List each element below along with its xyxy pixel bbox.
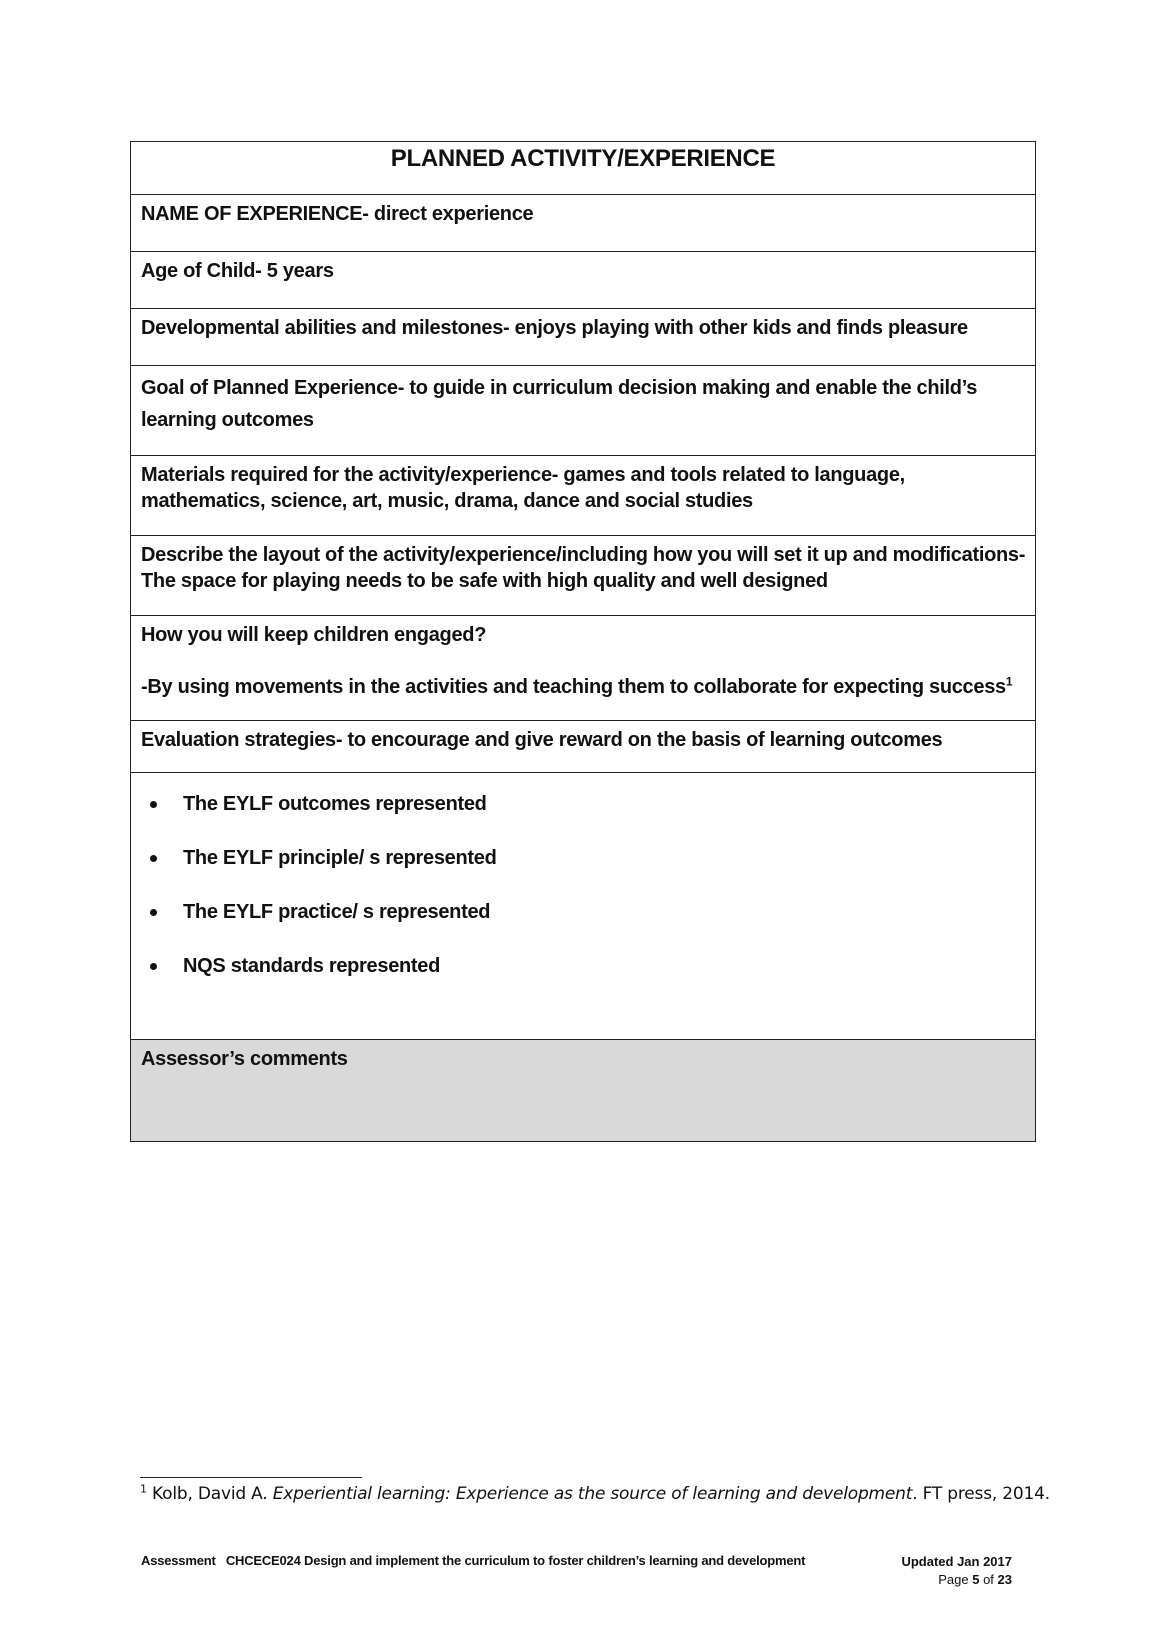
page-current: 5 <box>972 1572 980 1587</box>
page-label: Page <box>938 1572 969 1587</box>
layout-text-line1: Describe the layout of the activity/experience/including how you will set it up and modifications- <box>141 544 1026 566</box>
planned-activity-table <box>130 141 1036 1142</box>
list-item <box>141 885 1025 939</box>
bullet-text: The EYLF principle/ s represented <box>183 847 497 869</box>
footnote-reference[interactable]: 1 <box>1005 674 1013 689</box>
eylf-bullet-list <box>141 777 1025 993</box>
materials-row <box>131 456 1035 536</box>
page-number <box>901 1571 1012 1589</box>
table-title: PLANNED ACTIVITY/EXPERIENCE <box>131 142 1035 195</box>
bullet-icon <box>150 963 157 970</box>
bullet-icon <box>150 855 157 862</box>
engagement-answer <box>141 674 1025 700</box>
goal-text-line1: Goal of Planned Experience- to guide in curriculum decision making and enable the child’s <box>141 377 978 399</box>
materials-text-line2: mathematics, science, art, music, drama, dance and social studies <box>141 490 753 512</box>
page-of: of <box>983 1572 994 1587</box>
eylf-bullets-row <box>131 773 1035 1040</box>
engagement-answer-text: -By using movements in the activities and teaching them to collaborate for expecting success <box>141 676 1006 698</box>
layout-row <box>131 536 1035 616</box>
name-of-experience-text: NAME OF EXPERIENCE- direct experience <box>141 203 534 225</box>
materials-text-line1: Materials required for the activity/experience- games and tools related to language, <box>141 464 905 486</box>
developmental-row <box>131 309 1035 366</box>
engagement-question: How you will keep children engaged? <box>141 624 487 646</box>
bullet-icon <box>150 801 157 808</box>
footer-updated: Updated Jan 2017 <box>901 1554 1012 1569</box>
developmental-text: Developmental abilities and milestones- enjoys playing with other kids and finds pleasure <box>141 317 968 339</box>
footnote-number: 1 <box>140 1482 147 1496</box>
goal-row <box>131 366 1035 456</box>
layout-text-line2: The space for playing needs to be safe with high quality and well designed <box>141 570 828 592</box>
assessor-comments-label: Assessor’s comments <box>141 1048 348 1070</box>
name-of-experience-row <box>131 195 1035 252</box>
bullet-text: NQS standards represented <box>183 955 441 977</box>
footnote <box>140 1484 1050 1504</box>
footer-right <box>901 1553 1012 1589</box>
bullet-icon <box>150 909 157 916</box>
list-item <box>141 939 1025 993</box>
bullet-text: The EYLF practice/ s represented <box>183 901 491 923</box>
age-of-child-text: Age of Child- 5 years <box>141 260 334 282</box>
evaluation-row <box>131 721 1035 773</box>
bullet-text: The EYLF outcomes represented <box>183 793 487 815</box>
footnote-separator <box>140 1477 362 1478</box>
footer-assessment-title: Assessment CHCECE024 Design and implement the curriculum to foster children’s learning and development <box>141 1553 806 1568</box>
engagement-row <box>131 616 1035 721</box>
footnote-title: Experiential learning: Experience as the source of learning and development <box>272 1484 913 1504</box>
evaluation-text: Evaluation strategies- to encourage and give reward on the basis of learning outcomes <box>141 729 943 751</box>
page-total: 23 <box>997 1572 1012 1587</box>
list-item <box>141 831 1025 885</box>
assessor-comments-row[interactable] <box>131 1040 1035 1141</box>
goal-text-line2: learning outcomes <box>141 409 314 431</box>
footnote-author: Kolb, David A. <box>152 1484 268 1504</box>
list-item <box>141 777 1025 831</box>
age-of-child-row <box>131 252 1035 309</box>
footnote-publisher: . FT press, 2014. <box>912 1484 1050 1504</box>
